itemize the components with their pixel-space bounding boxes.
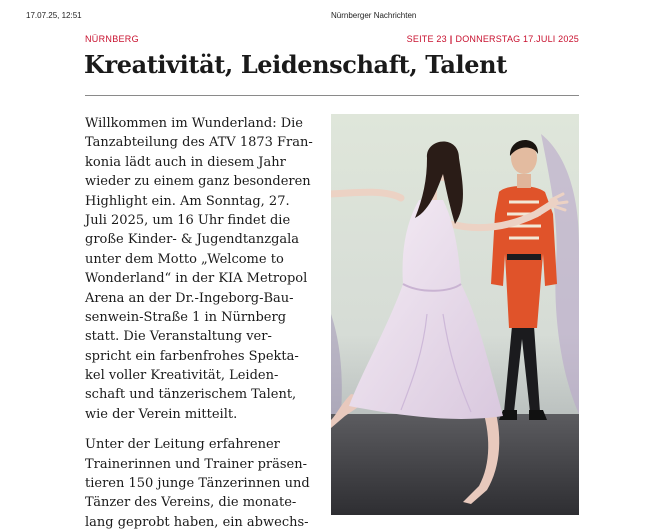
text-line: tieren 150 junge Tänzerinnen und	[85, 476, 310, 492]
text-line: Juli 2025, um 16 Uhr findet die	[85, 212, 291, 228]
text-line: Tanzabteilung des ATV 1873 Fran-	[85, 135, 313, 151]
text-line: spricht ein farbenfrohes Spekta-	[85, 348, 299, 364]
paragraph-2	[85, 435, 317, 532]
issue-date: DONNERSTAG 17.JULI 2025	[455, 34, 579, 44]
page-meta	[407, 34, 579, 44]
text-line: kel voller Kreativität, Leiden-	[85, 368, 279, 384]
paragraph-gap	[85, 424, 317, 435]
print-timestamp: 17.07.25, 12:51	[26, 11, 82, 20]
text-line: wieder zu einem ganz besonderen	[85, 174, 311, 190]
text-line: statt. Die Veranstaltung ver-	[85, 329, 272, 345]
text-line: Tänzer des Vereins, die monate-	[85, 495, 297, 511]
text-line: große Kinder- & Jugendtanzgala	[85, 232, 300, 248]
text-line: Wonderland“ in der KIA Metropol	[85, 271, 308, 287]
section-label: NÜRNBERG	[85, 34, 139, 44]
dance-photo	[331, 114, 579, 515]
text-line: Highlight ein. Am Sonntag, 27.	[85, 193, 290, 209]
text-line: wie der Verein mitteilt.	[85, 406, 238, 422]
page-number: SEITE 23	[406, 34, 447, 44]
dance-photo-illustration	[331, 114, 579, 515]
article-body	[85, 114, 317, 532]
text-line: lang geprobt haben, ein abwechs-	[85, 514, 309, 530]
publication-name: Nürnberger Nachrichten	[331, 11, 417, 20]
text-line: Willkommen im Wunderland: Die	[85, 116, 303, 131]
text-line: Trainerinnen und Trainer präsen-	[85, 456, 307, 472]
text-line: konia lädt auch in diesem Jahr	[85, 154, 286, 170]
text-line: senwein-Straße 1 in Nürnberg	[85, 309, 287, 325]
text-line: Unter der Leitung erfahrener	[85, 437, 280, 453]
text-line: schaft und tänzerischem Talent,	[85, 387, 297, 403]
text-line: Arena an der Dr.-Ingeborg-Bau-	[85, 290, 294, 306]
text-line: unter dem Motto „Welcome to	[85, 251, 284, 267]
paragraph-1	[85, 114, 317, 424]
meta-separator: |	[449, 34, 453, 44]
print-header	[0, 11, 661, 23]
headline: Kreativität, Leidenschaft, Talent	[84, 50, 507, 79]
headline-divider	[85, 95, 579, 96]
stage-floor	[331, 414, 579, 515]
